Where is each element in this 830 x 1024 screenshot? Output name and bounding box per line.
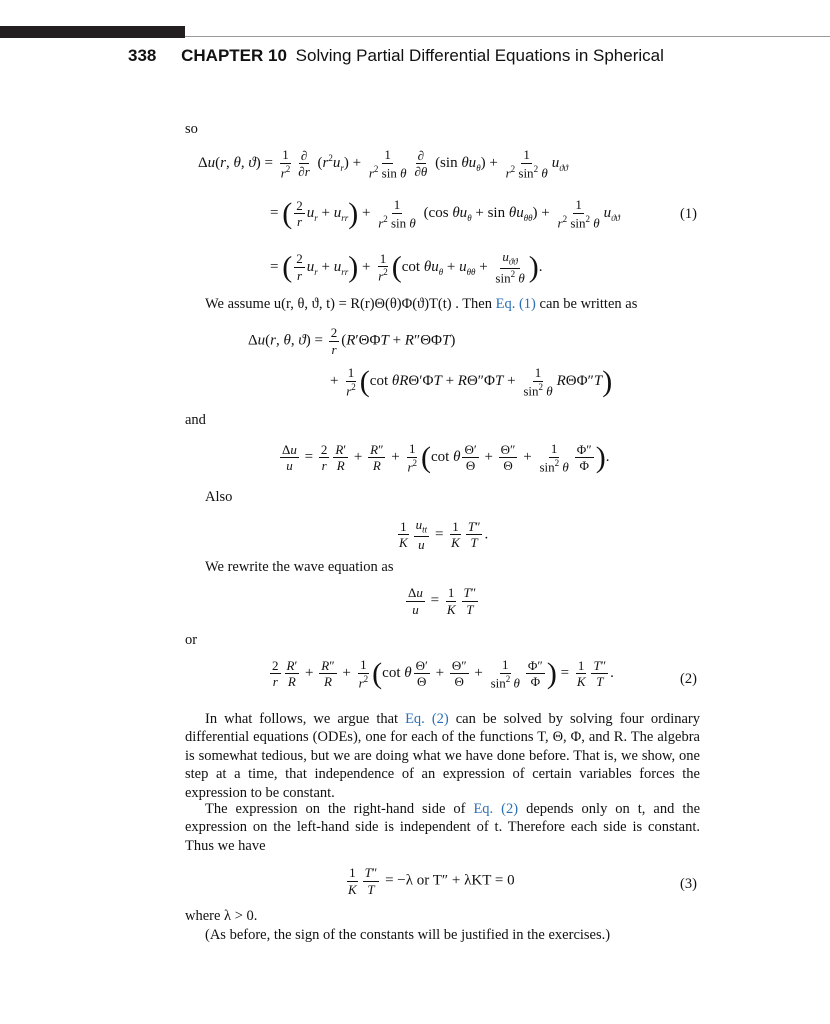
paragraph-constant — [185, 800, 700, 855]
assume-suffix: can be written as — [539, 296, 638, 312]
chapter-title: Solving Partial Differential Equations in Spherical — [295, 46, 664, 65]
para2-prefix: The expression on the right-hand side of — [205, 801, 466, 817]
time-ode-equation: $\frac{1}{K}$ $\frac{T''}{T}$ = −λ or T″ + λKT = 0 — [348, 865, 515, 897]
time-ratio-equation: $\frac{1}{K}$ $\frac{u_{tt}}{u}$ = $\frac{1}{K}$ $\frac{T''}{T}$ . — [399, 517, 489, 553]
paragraph-odes — [185, 710, 700, 802]
ratio-equation: $\frac{\Delta u}{u}$ = $\frac{2}{r}$ $\frac{R'}{R}$ + $\frac{R''}{R}$ + $\frac{1}{r^2}$ (cot θ $\frac{\Theta'}{\Theta}$ + $\frac{\Theta''}{\Theta}$ + $\frac{1}{\sin^2 \theta}$ $\frac{\Phi''}{\Phi}$ ). — [282, 440, 610, 474]
header-rule — [185, 36, 830, 37]
header-bar — [0, 26, 185, 38]
word-also: Also — [205, 489, 233, 505]
paragraph-sign-note: (As before, the sign of the constants will be justified in the exercises.) — [205, 927, 611, 943]
eq1-link[interactable]: Eq. (1) — [495, 296, 536, 312]
equation-number-1: (1) — [680, 206, 697, 222]
word-so: so — [185, 121, 198, 137]
separated-line-1: Δu(r, θ, ϑ) = $\frac{2}{r}$ (R′ΘΦT + R″ΘΦT) — [248, 325, 456, 357]
rewrite-sentence: We rewrite the wave equation as — [205, 559, 394, 575]
eq2-link-1[interactable]: Eq. (2) — [405, 711, 449, 727]
separated-line-2: + $\frac{1}{r^2}$ (cot θRΘ′ΦT + RΘ″ΦT + $\frac{1}{\sin^2 \theta}$ RΘΦ″T) — [330, 364, 613, 398]
wave-ratio-equation: $\frac{\Delta u}{u}$ = $\frac{1}{K}$ $\frac{T''}{T}$ — [408, 585, 477, 617]
assume-sentence — [205, 296, 637, 313]
page-number: 338 — [128, 46, 157, 65]
word-and: and — [185, 412, 206, 428]
eq3-rest: = −λ or T″ + λKT = 0 — [385, 872, 515, 889]
para1-suffix: can be solved by solving four ordinary differential equations (ODEs), one for each of the functions T, Θ, Φ, and R. The algebra is somewhat tedious, but we are doing what we have done before. That is, we show, one step at a time, that independence of an expression of certain variables forces the expression to be constant. — [185, 711, 700, 801]
word-or: or — [185, 632, 198, 648]
assume-prefix: We assume u(r, θ, ϑ, t) = R(r)Θ(θ)Φ(ϑ)T(t) . Then — [205, 296, 492, 312]
laplacian-line-3: = ( $\frac{2}{r}$ $u_r + u_{rr}$) + $\frac{1}{r^2}$ (cot $\theta u_\theta + u_{\theta\theta}$ + $\frac{u_{ϑϑ}}{\sin^2 \theta}$ ). — [270, 249, 543, 286]
chapter-label: CHAPTER 10 — [181, 46, 287, 65]
laplacian-line-2: = ( $\frac{2}{r}$ $u_r + u_{rr}$) + $\frac{1}{r^2 \sin \theta}$ (cos $\theta u_\theta + \sin \theta u_{\theta\theta}$) + $\frac{1}{r^2 \sin^2 \theta}$ $u_{ϑϑ}$ — [270, 196, 620, 230]
laplacian-line-1: Δu(r, θ, ϑ) = $\frac{1}{r^2}$ $\frac{\partial}{\partial r}$ $(r^2u_r)$ + $\frac{1}{r^2 \sin \theta}$ $\frac{\partial}{\partial\theta}$ (sin $\theta u_\theta$) + $\frac{1}{r^2 \sin^2 \theta}$ $u_{ϑϑ}$ — [198, 147, 569, 180]
equation-number-3: (3) — [680, 876, 697, 892]
equation-number-2: (2) — [680, 671, 697, 687]
eq2-link-2[interactable]: Eq. (2) — [473, 801, 519, 817]
para2-suffix: depends only on t, and the expression on the left-hand side is independent of t. Therefore each side is constant. Thus we have — [185, 801, 701, 854]
running-header — [128, 46, 664, 66]
para1-prefix: In what follows, we argue that — [205, 711, 399, 727]
separation-equation: $\frac{2}{r}$ $\frac{R'}{R}$ + $\frac{R''}{R}$ + $\frac{1}{r^2}$ (cot θ $\frac{\Theta'}{\Theta}$ + $\frac{\Theta''}{\Theta}$ + $\frac{1}{\sin^2 \theta}$ $\frac{\Phi''}{\Phi}$ ) = $\frac{1}{K}$ $\frac{T''}{T}$ . — [272, 656, 614, 690]
where-sentence: where λ > 0. — [185, 908, 258, 924]
